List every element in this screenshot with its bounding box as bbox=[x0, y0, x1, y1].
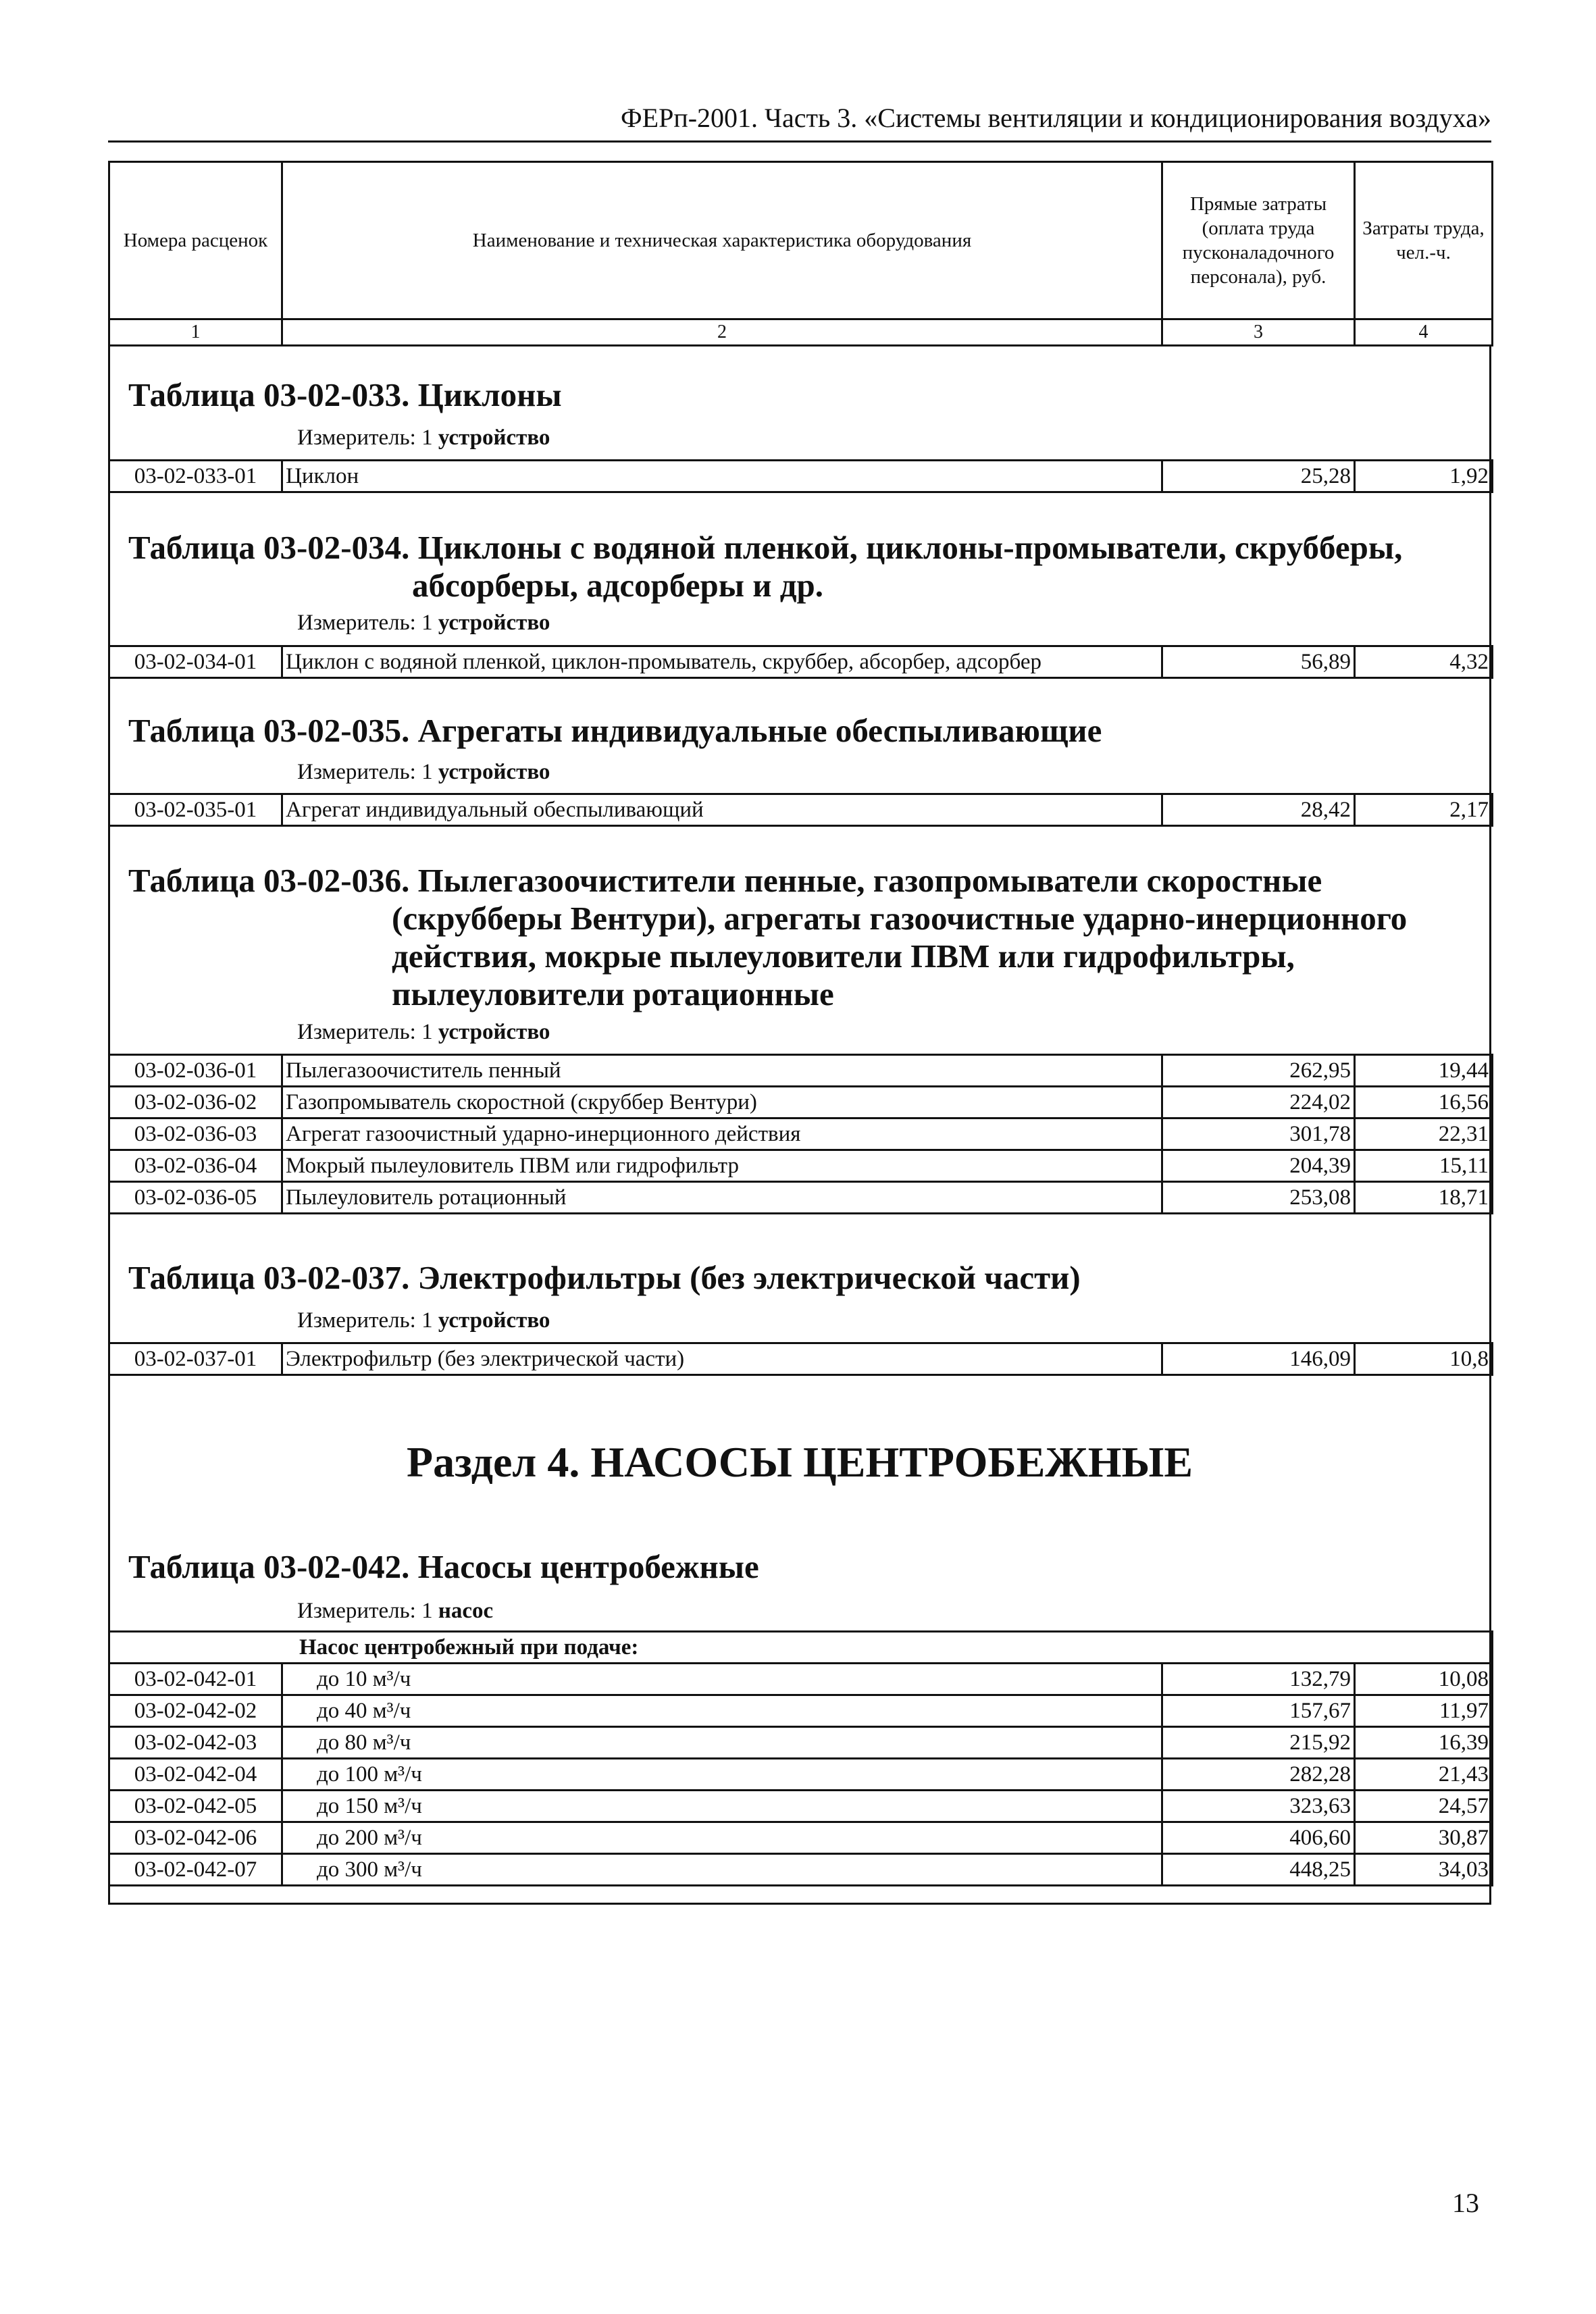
table-034 bbox=[108, 645, 1493, 679]
table-row bbox=[109, 1791, 1493, 1822]
measure-035: Измеритель: 1 устройство bbox=[297, 760, 550, 784]
table-036 bbox=[108, 1054, 1493, 1214]
row-cost: 323,63 bbox=[1162, 1791, 1355, 1822]
row-labor: 1,92 bbox=[1355, 461, 1493, 492]
row-name: до 300 м³/ч bbox=[282, 1854, 1162, 1886]
row-cost: 28,42 bbox=[1162, 794, 1355, 826]
group-row bbox=[109, 1632, 1493, 1664]
table-row bbox=[109, 1822, 1493, 1854]
measure-042: Измеритель: 1 насос bbox=[297, 1599, 494, 1623]
table-035 bbox=[108, 793, 1493, 827]
column-header-table bbox=[108, 161, 1493, 346]
row-code: 03-02-037-01 bbox=[109, 1343, 282, 1375]
col-header-cost: Прямые затраты (оплата труда пусконаладочного персонала), руб. bbox=[1162, 162, 1355, 319]
row-name: до 200 м³/ч bbox=[282, 1822, 1162, 1854]
section-heading: Раздел 4. НАСОСЫ ЦЕНТРОБЕЖНЫЕ bbox=[406, 1438, 1193, 1486]
row-cost: 56,89 bbox=[1162, 646, 1355, 678]
table-row bbox=[109, 794, 1493, 826]
row-name: Циклон с водяной пленкой, циклон-промыватель, скруббер, абсорбер, адсорбер bbox=[282, 646, 1162, 678]
col-header-labor: Затраты труда, чел.-ч. bbox=[1355, 162, 1493, 319]
row-name: до 10 м³/ч bbox=[282, 1664, 1162, 1695]
running-header: ФЕРп-2001. Часть 3. «Системы вентиляции и кондиционирования воздуха» bbox=[108, 100, 1491, 143]
row-cost: 215,92 bbox=[1162, 1727, 1355, 1759]
row-labor: 4,32 bbox=[1355, 646, 1493, 678]
row-code: 03-02-036-05 bbox=[109, 1182, 282, 1214]
col-number-2: 2 bbox=[282, 319, 1162, 346]
row-name: Циклон bbox=[282, 461, 1162, 492]
table-row bbox=[109, 1759, 1493, 1791]
row-labor: 34,03 bbox=[1355, 1854, 1493, 1886]
row-cost: 301,78 bbox=[1162, 1119, 1355, 1150]
row-code: 03-02-036-03 bbox=[109, 1119, 282, 1150]
table-row bbox=[109, 1343, 1493, 1375]
table-037 bbox=[108, 1342, 1493, 1376]
row-code: 03-02-042-01 bbox=[109, 1664, 282, 1695]
table-row bbox=[109, 1055, 1493, 1087]
row-code: 03-02-042-05 bbox=[109, 1791, 282, 1822]
row-name: до 40 м³/ч bbox=[282, 1695, 1162, 1727]
row-name: Мокрый пылеуловитель ПВМ или гидрофильтр bbox=[282, 1150, 1162, 1182]
table-042 bbox=[108, 1630, 1493, 1886]
row-labor: 22,31 bbox=[1355, 1119, 1493, 1150]
row-code: 03-02-042-06 bbox=[109, 1822, 282, 1854]
row-code: 03-02-034-01 bbox=[109, 646, 282, 678]
row-cost: 406,60 bbox=[1162, 1822, 1355, 1854]
row-labor: 18,71 bbox=[1355, 1182, 1493, 1214]
row-name: до 150 м³/ч bbox=[282, 1791, 1162, 1822]
table-033 bbox=[108, 459, 1493, 493]
row-labor: 10,08 bbox=[1355, 1664, 1493, 1695]
col-header-name: Наименование и техническая характеристика оборудования bbox=[282, 162, 1162, 319]
measure-036: Измеритель: 1 устройство bbox=[297, 1020, 550, 1044]
table-row bbox=[109, 1150, 1493, 1182]
row-cost: 157,67 bbox=[1162, 1695, 1355, 1727]
row-code: 03-02-042-04 bbox=[109, 1759, 282, 1791]
row-name: до 80 м³/ч bbox=[282, 1727, 1162, 1759]
row-labor: 19,44 bbox=[1355, 1055, 1493, 1087]
row-name: Агрегат газоочистный ударно-инерционного действия bbox=[282, 1119, 1162, 1150]
row-name: Пылеуловитель ротационный bbox=[282, 1182, 1162, 1214]
row-cost: 25,28 bbox=[1162, 461, 1355, 492]
table-row bbox=[109, 1727, 1493, 1759]
row-labor: 10,8 bbox=[1355, 1343, 1493, 1375]
col-number-4: 4 bbox=[1355, 319, 1493, 346]
row-code: 03-02-042-02 bbox=[109, 1695, 282, 1727]
table-row bbox=[109, 1664, 1493, 1695]
row-name: Газопромыватель скоростной (скруббер Вентури) bbox=[282, 1087, 1162, 1119]
table-row bbox=[109, 1695, 1493, 1727]
row-cost: 132,79 bbox=[1162, 1664, 1355, 1695]
table-row bbox=[109, 461, 1493, 492]
row-cost: 262,95 bbox=[1162, 1055, 1355, 1087]
col-number-1: 1 bbox=[109, 319, 282, 346]
row-code: 03-02-033-01 bbox=[109, 461, 282, 492]
row-name: до 100 м³/ч bbox=[282, 1759, 1162, 1791]
table-title-036: Таблица 03-02-036. Пылегазоочистители пенные, газопромыватели скоростные (скрубберы Вентури), агрегаты газоочистные ударно-инерционного действия, мокрые пылеуловители ПВМ или гидрофильтры, пылеуловители ротационные bbox=[128, 862, 1408, 1012]
row-code: 03-02-036-02 bbox=[109, 1087, 282, 1119]
row-cost: 224,02 bbox=[1162, 1087, 1355, 1119]
table-title-042: Таблица 03-02-042. Насосы центробежные bbox=[128, 1548, 759, 1585]
row-cost: 448,25 bbox=[1162, 1854, 1355, 1886]
row-cost: 204,39 bbox=[1162, 1150, 1355, 1182]
table-row bbox=[109, 1119, 1493, 1150]
row-cost: 146,09 bbox=[1162, 1343, 1355, 1375]
row-code: 03-02-042-03 bbox=[109, 1727, 282, 1759]
group-label: Насос центробежный при подаче: bbox=[109, 1632, 1493, 1664]
row-code: 03-02-036-04 bbox=[109, 1150, 282, 1182]
table-row bbox=[109, 1854, 1493, 1886]
table-title-033: Таблица 03-02-033. Циклоны bbox=[128, 376, 562, 413]
row-cost: 253,08 bbox=[1162, 1182, 1355, 1214]
row-code: 03-02-035-01 bbox=[109, 794, 282, 826]
table-row bbox=[109, 646, 1493, 678]
row-labor: 16,56 bbox=[1355, 1087, 1493, 1119]
row-cost: 282,28 bbox=[1162, 1759, 1355, 1791]
measure-034: Измеритель: 1 устройство bbox=[297, 611, 550, 635]
row-name: Агрегат индивидуальный обеспыливающий bbox=[282, 794, 1162, 826]
table-row bbox=[109, 1087, 1493, 1119]
row-labor: 11,97 bbox=[1355, 1695, 1493, 1727]
row-labor: 16,39 bbox=[1355, 1727, 1493, 1759]
row-code: 03-02-036-01 bbox=[109, 1055, 282, 1087]
row-name: Электрофильтр (без электрической части) bbox=[282, 1343, 1162, 1375]
table-row bbox=[109, 1182, 1493, 1214]
page-number: 13 bbox=[1452, 2188, 1479, 2218]
table-title-034: Таблица 03-02-034. Циклоны с водяной пленкой, циклоны-промыватели, скрубберы, абсорберы, адсорберы и др. bbox=[128, 529, 1403, 604]
row-code: 03-02-042-07 bbox=[109, 1854, 282, 1886]
row-labor: 24,57 bbox=[1355, 1791, 1493, 1822]
col-number-3: 3 bbox=[1162, 319, 1355, 346]
row-labor: 21,43 bbox=[1355, 1759, 1493, 1791]
measure-037: Измеритель: 1 устройство bbox=[297, 1308, 550, 1333]
row-labor: 15,11 bbox=[1355, 1150, 1493, 1182]
row-labor: 2,17 bbox=[1355, 794, 1493, 826]
table-title-035: Таблица 03-02-035. Агрегаты индивидуальные обеспыливающие bbox=[128, 712, 1102, 749]
row-labor: 30,87 bbox=[1355, 1822, 1493, 1854]
col-header-codes: Номера расценок bbox=[109, 162, 282, 319]
table-title-037: Таблица 03-02-037. Электрофильтры (без электрической части) bbox=[128, 1259, 1081, 1296]
row-name: Пылегазоочиститель пенный bbox=[282, 1055, 1162, 1087]
measure-033: Измеритель: 1 устройство bbox=[297, 426, 550, 450]
